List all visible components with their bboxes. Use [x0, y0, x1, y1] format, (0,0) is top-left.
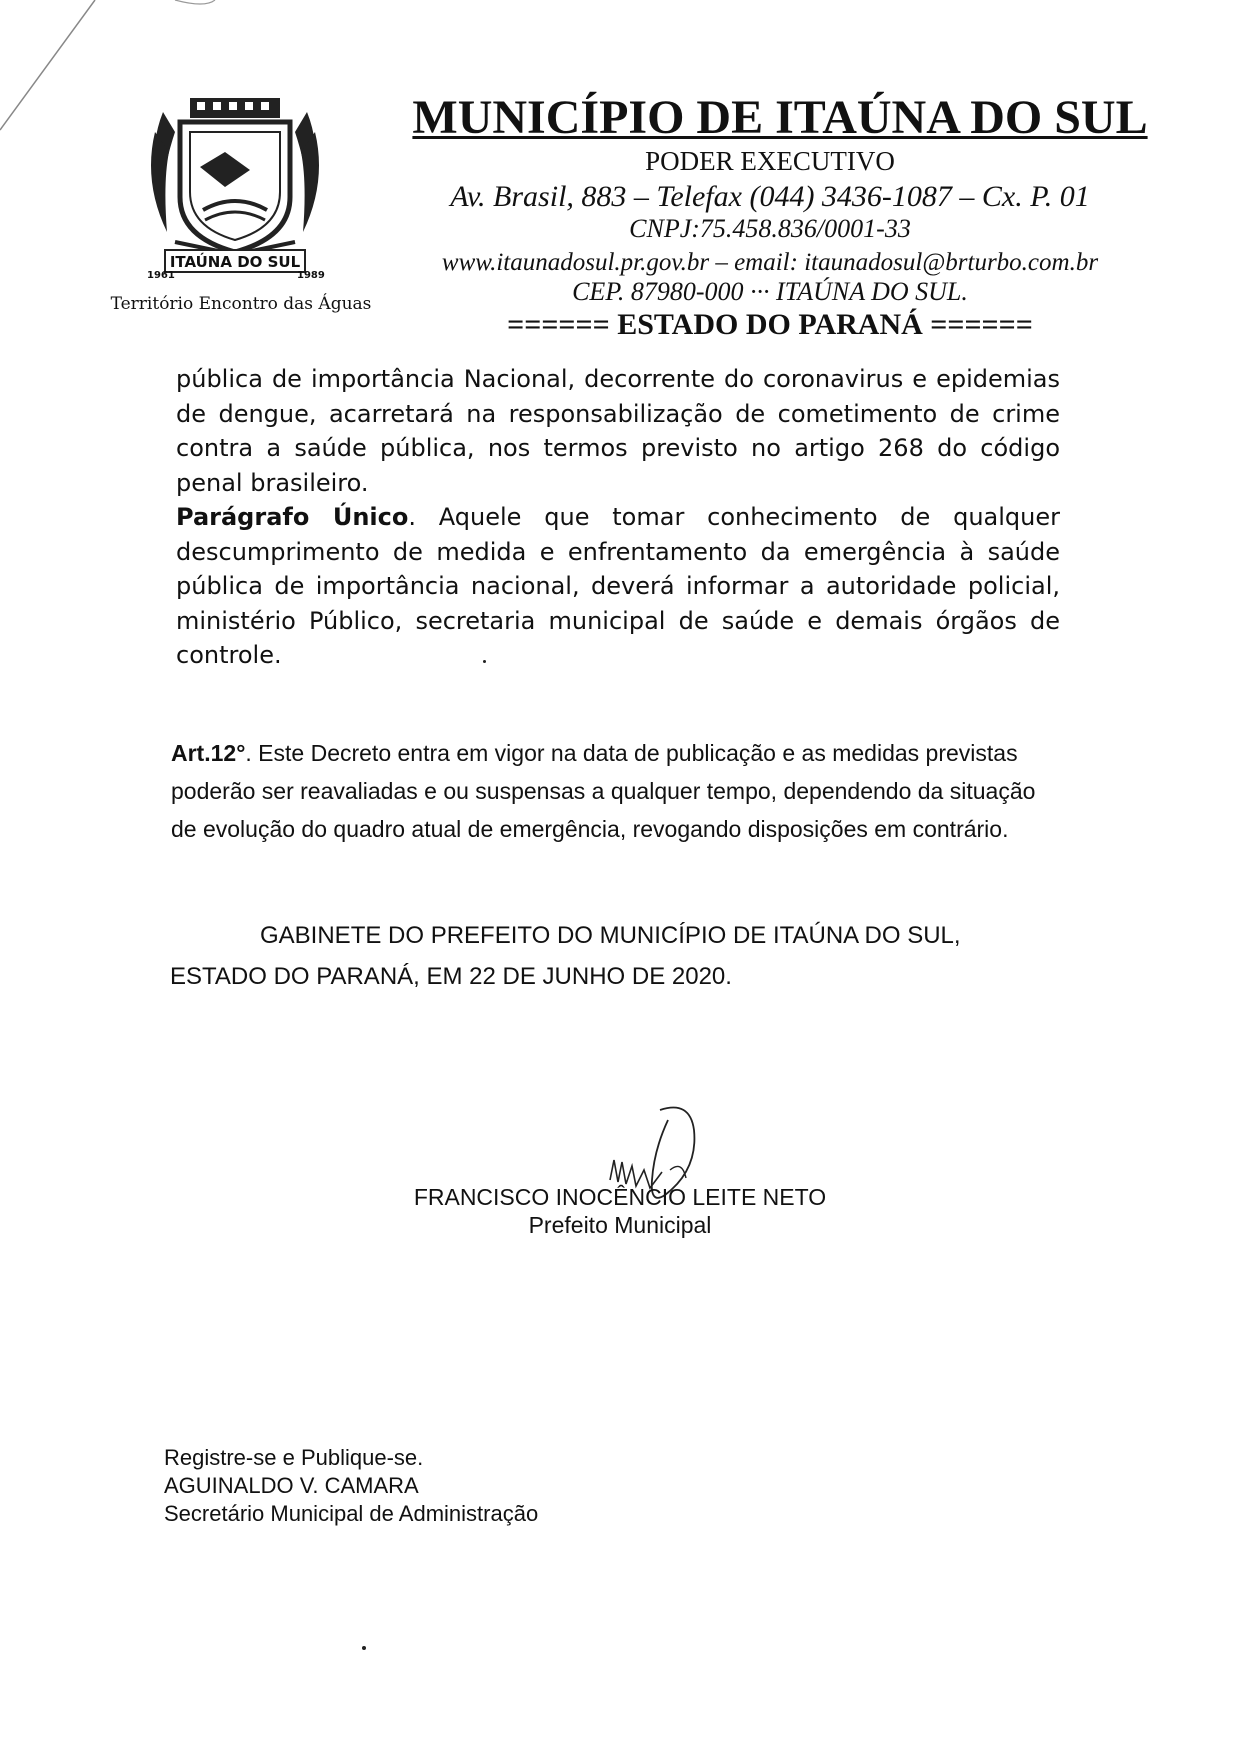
paragraph-text: . Aquele que tomar conhecimento de qualquer descumprimento de medida e enfrentamento da emergência à saúde pública de importância nacional, deverá informar a autoridade policial, ministério Público, secretaria municipal de saúde e demais órgãos de controle.	[176, 503, 1061, 669]
decree-body	[176, 362, 1060, 673]
website-email-line: www.itaunadosul.pr.gov.br – email: itaunadosul@brturbo.com.br	[441, 249, 1099, 276]
address-line: Av. Brasil, 883 – Telefax (044) 3436-1087 – Cx. P. 01	[450, 180, 1090, 213]
crest-year-right: 1989	[297, 270, 325, 281]
letterhead	[380, 92, 1160, 342]
footer-secretary-role: Secretário Municipal de Administração	[164, 1501, 539, 1526]
cnpj-line: CNPJ:75.458.836/0001-33	[629, 214, 911, 243]
signer-role: Prefeito Municipal	[528, 1212, 712, 1238]
article-12	[171, 734, 1056, 848]
postal-code-line: CEP. 87980-000 ··· ITAÚNA DO SUL.	[572, 277, 968, 306]
footer-registration: Registre-se e Publique-se.	[164, 1445, 424, 1470]
signature-block	[380, 1183, 860, 1239]
crest-year-left: 1961	[147, 270, 175, 281]
body-paragraph-1: pública de importância Nacional, decorrente do coronavirus e epidemias de dengue, acarretará na responsabilização de cometimento de crime contra a saúde pública, nos termos previsto no artigo 268 do código penal brasileiro.	[176, 365, 1060, 497]
body-paragraph-2	[176, 500, 1060, 673]
crest-caption: Território Encontro das Águas	[110, 294, 372, 314]
state-line: ====== ESTADO DO PARANÁ ======	[507, 308, 1033, 341]
closing-statement: GABINETE DO PREFEITO DO MUNICÍPIO DE ITAÚNA DO SUL, ESTADO DO PARANÁ, EM 22 DE JUNHO DE 2020.	[170, 922, 961, 990]
footer-block	[164, 1444, 538, 1528]
signer-name: FRANCISCO INOCÊNCIO LEITE NETO	[413, 1184, 827, 1210]
municipal-crest-icon	[145, 92, 325, 282]
article-label: Art.12°	[171, 740, 246, 766]
paragraph-label: Parágrafo Único	[176, 503, 409, 531]
footer-secretary-name: AGUINALDO V. CAMARA	[164, 1473, 419, 1498]
scan-speck	[483, 660, 486, 663]
municipality-title: MUNICÍPIO DE ITAÚNA DO SUL	[412, 91, 1148, 144]
scan-speck	[362, 1646, 366, 1650]
crest-banner-text: ITAÚNA DO SUL	[169, 253, 301, 271]
executive-power-label: PODER EXECUTIVO	[645, 146, 895, 176]
article-text: . Este Decreto entra em vigor na data de publicação e as medidas previstas poderão ser reavaliadas e ou suspensas a qualquer tempo, dependendo da situação de evolução do quadro atual de emergência, revogando disposições em contrário.	[171, 740, 1036, 842]
